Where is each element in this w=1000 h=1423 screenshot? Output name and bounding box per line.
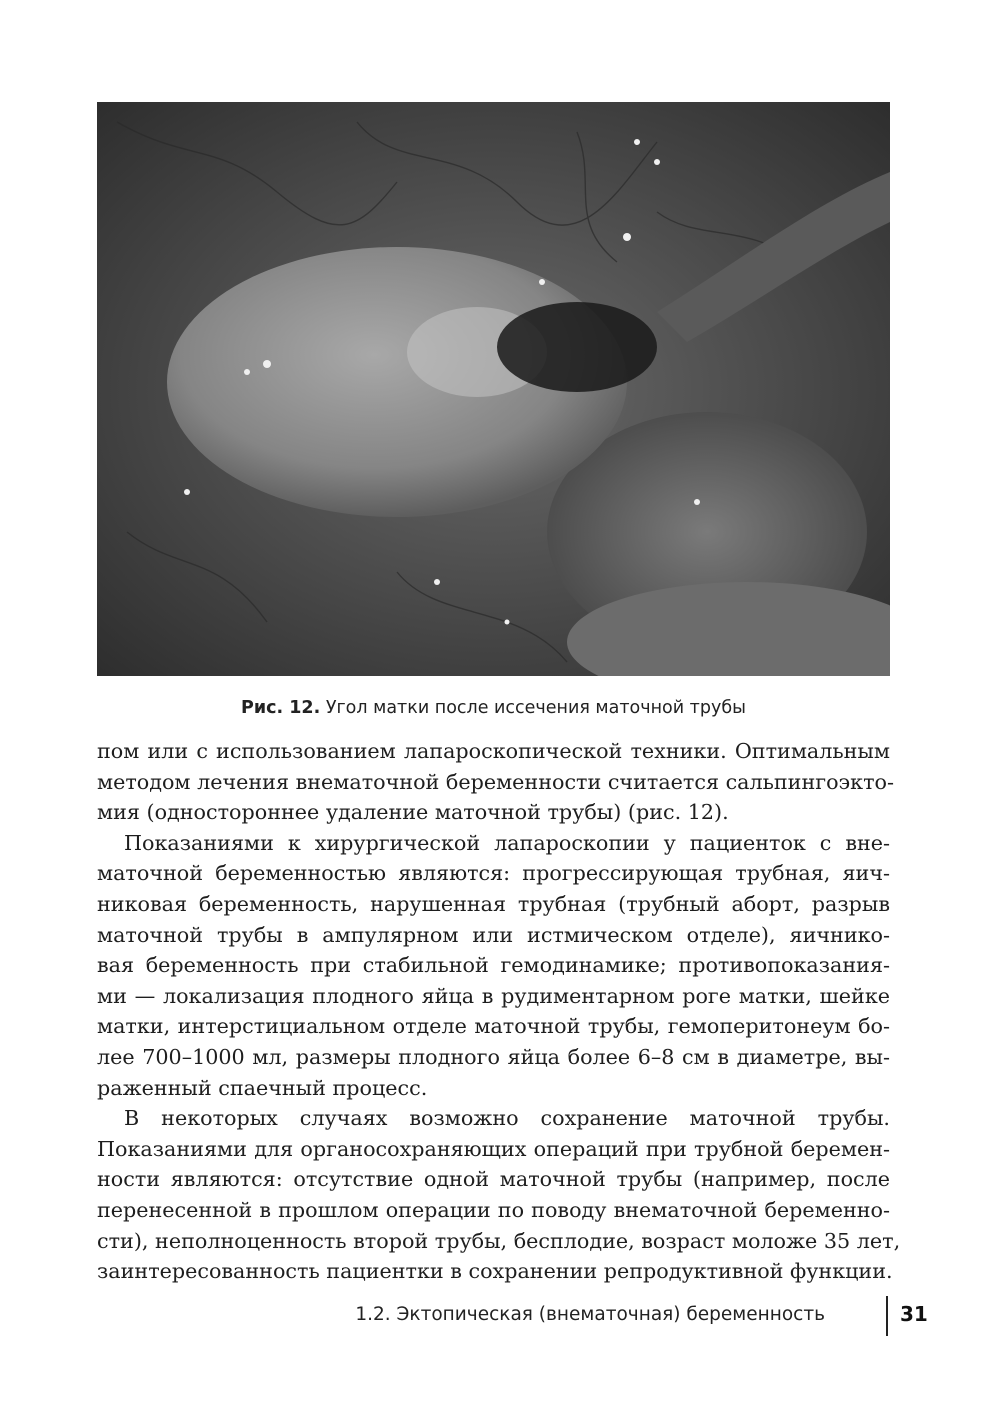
text-line: мия (одностороннее удаление маточной трубы) (рис. 12). — [97, 800, 729, 825]
figure-caption-text: Угол матки после иссечения маточной трубы — [325, 698, 746, 718]
figure-photo — [97, 102, 890, 676]
text-line: Показаниями к хирургической лапароскопии у пациенток с вне- — [124, 830, 890, 855]
page-number: 31 — [900, 1302, 928, 1326]
text-line: ности являются: отсутствие одной маточной трубы (например, после — [97, 1167, 890, 1192]
text-line: раженный спаечный процесс. — [97, 1075, 428, 1100]
footer-divider — [886, 1296, 888, 1336]
text-line: маточной трубы в ампулярном или истмическом отделе), яичнико- — [97, 922, 890, 947]
text-line: Показаниями для органосохраняющих операций при трубной беремен- — [97, 1136, 890, 1161]
text-line: маточной беременностью являются: прогрессирующая трубная, яич- — [97, 861, 890, 886]
text-line: сти), неполноценность второй трубы, бесплодие, возраст моложе 35 лет, — [97, 1228, 901, 1253]
text-line: В некоторых случаях возможно сохранение маточной трубы. — [124, 1106, 890, 1131]
text-line: методом лечения внематочной беременности считается сальпингоэкто- — [97, 769, 894, 794]
text-line: матки, интерстициальном отделе маточной трубы, гемоперитонеум бо- — [97, 1014, 890, 1039]
paragraph-2 — [97, 828, 890, 1103]
text-line: ми — локализация плодного яйца в рудиментарном роге матки, шейке — [97, 983, 890, 1008]
paragraph-1 — [97, 736, 894, 828]
figure-caption — [97, 698, 890, 718]
text-line: никовая беременность, нарушенная трубная (трубный аборт, разрыв — [97, 891, 890, 916]
paragraph-3 — [97, 1103, 901, 1287]
text-line: заинтересованность пациентки в сохранении репродуктивной функции. — [97, 1259, 893, 1284]
figure-label: Рис. 12. — [241, 698, 321, 718]
laparoscopic-photo — [97, 102, 890, 676]
text-line: лее 700–1000 мл, размеры плодного яйца более 6–8 см в диаметре, вы- — [97, 1044, 890, 1069]
text-line: вая беременность при стабильной гемодинамике; противопоказания- — [97, 953, 890, 978]
text-line: перенесенной в прошлом операции по поводу внематочной беременно- — [97, 1197, 890, 1222]
running-head: 1.2. Эктопическая (внематочная) беременность — [355, 1304, 825, 1325]
text-line: пом или с использованием лапароскопической техники. Оптимальным — [97, 739, 890, 763]
body-text — [97, 736, 901, 1287]
page-footer — [355, 1296, 930, 1336]
